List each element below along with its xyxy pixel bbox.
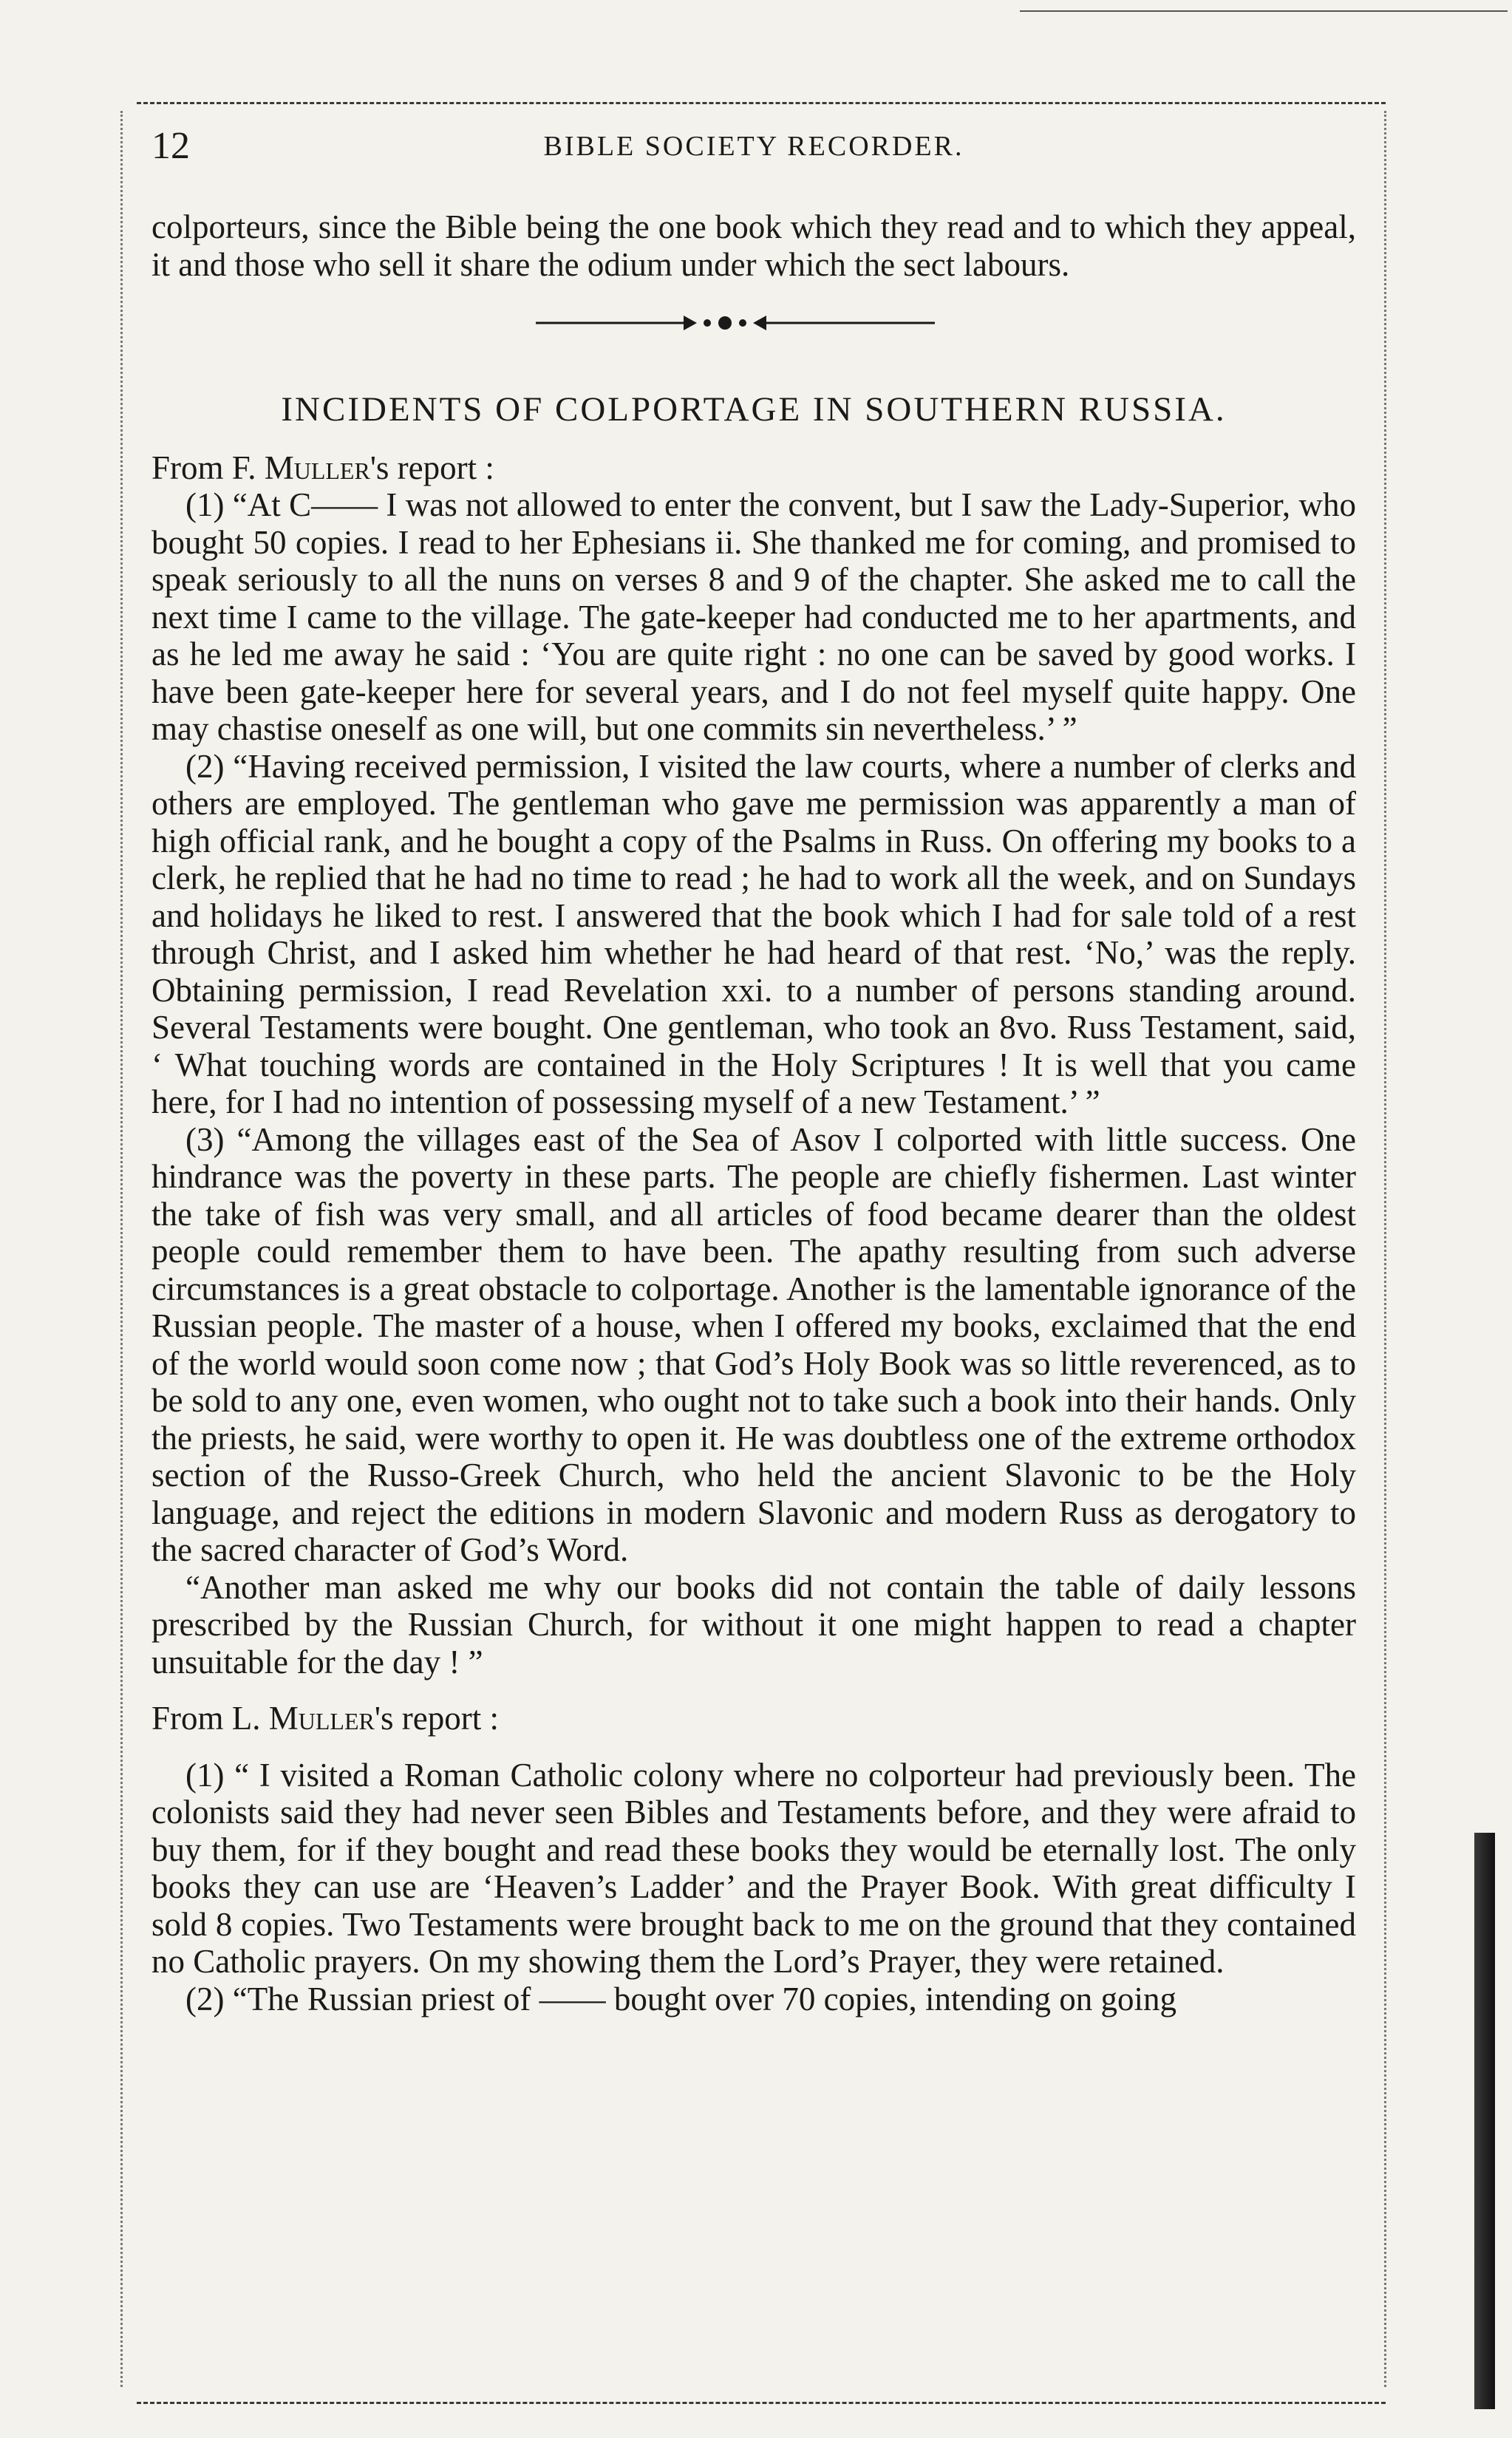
report2-paragraph-2: (2) “The Russian priest of —— bought over 70 copies, intending on going	[185, 1980, 1177, 2018]
attribution-suffix: 's report :	[370, 449, 494, 486]
attribution-prefix: From L.	[151, 1700, 269, 1737]
intro-paragraph: colporteurs, since the Bible being the one book which they read and to which they appeal, it and those who sell it share the odium under which the sect labours.	[151, 208, 1356, 283]
attribution-prefix: From F.	[151, 449, 265, 486]
attribution-name: Muller	[264, 449, 370, 486]
page-header	[151, 124, 1356, 176]
report2-paragraph-1: (1) “ I visited a Roman Catholic colony where no colporteur had previously been. The colonists said they had never seen Bibles and Testaments before, and they were afraid to buy them, for if they bought and read these books they would be eternally lost. The only books they can use are ‘Heaven’s Ladder’ and the Prayer Book. With great difficulty I sold 8 copies. Two Testaments were brought back to me on the ground that they contained no Catholic prayers. On my showing them the Lord’s Prayer, they were retained.	[151, 1756, 1356, 1980]
header-rule	[137, 102, 1386, 104]
text-column	[151, 208, 1356, 2018]
binding-shadow	[1474, 1833, 1495, 2409]
attribution-suffix: 's report :	[374, 1700, 499, 1737]
divider-ornament-icon	[536, 308, 950, 338]
report1-paragraph-1: (1) “At C—— I was not allowed to enter the convent, but I saw the Lady-Superior, who bought 50 copies. I read to her Ephesians ii. She thanked me for coming, and promised to speak seriously to all the nuns on verses 8 and 9 of the chapter. She asked me to call the next time I came to the village. The gate-keeper had conducted me to her apartments, and as he led me away he said : ‘You are quite right : no one can be saved by good works. I have been gate-keeper here for several years, and I do not feel myself quite happy. One may chastise oneself as one will, but one commits sin nevertheless.’ ”	[151, 486, 1356, 747]
page-number: 12	[151, 125, 190, 167]
report1-paragraph-2: (2) “Having received permission, I visited the law courts, where a number of clerks and others are employed. The gentleman who gave me permission was apparently a man of high official rank, and he bought a copy of the Psalms in Russ. On offering my books to a clerk, he replied that he had no time to read ; he had to work all the week, and on Sundays and holidays he liked to rest. I answered that the book which I had for sale told of a rest through Christ, and I asked him whether he had heard of that rest. ‘No,’ was the reply. Obtaining permission, I read Revelation xxi. to a number of persons standing around. Several Testaments were bought. One gentleman, who took an 8vo. Russ Testament, said, ‘ What touching words are contained in the Holy Scriptures ! It is well that you came here, for I had no intention of possessing myself of a new Testament.’ ”	[151, 747, 1356, 1120]
report-attribution-f-muller	[151, 449, 1356, 487]
top-edge-rule	[1020, 10, 1508, 12]
report1-paragraph-4: “Another man asked me why our books did not contain the table of daily lessons prescribed by the Russian Church, for without it one might happen to read a chapter unsuitable for the day ! ”	[151, 1568, 1356, 1681]
report-attribution-l-muller	[151, 1700, 1356, 1737]
attribution-name: Muller	[268, 1700, 375, 1737]
footer-rule	[137, 2402, 1386, 2404]
left-page-edge	[120, 111, 123, 2387]
report1-paragraph-3: (3) “Among the villages east of the Sea of Asov I colported with little success. One hindrance was the poverty in these parts. The people are chiefly fishermen. Last winter the take of fish was very small, and all articles of food became dearer than the oldest people could remember them to have been. The apathy resulting from such adverse circumstances is a great obstacle to colportage. Another is the lamentable ignorance of the Russian people. The master of a house, when I offered my books, exclaimed that the end of the world would soon come now ; that God’s Holy Book was so little reverenced, as to be sold to any one, even women, who ought not to take such a book into their hands. Only the priests, he said, were worthy to open it. He was doubtless one of the extreme orthodox section of the Russo-Greek Church, who held the ancient Slavonic to be the Holy language, and reject the editions in modern Slavonic and modern Russ as derogatory to the sacred character of God’s Word.	[151, 1120, 1356, 1568]
article-title: INCIDENTS OF COLPORTAGE IN SOUTHERN RUSSIA.	[281, 390, 1227, 429]
running-title: BIBLE SOCIETY RECORDER.	[543, 131, 964, 162]
right-page-edge	[1384, 111, 1386, 2387]
section-divider-ornament	[151, 283, 1356, 369]
